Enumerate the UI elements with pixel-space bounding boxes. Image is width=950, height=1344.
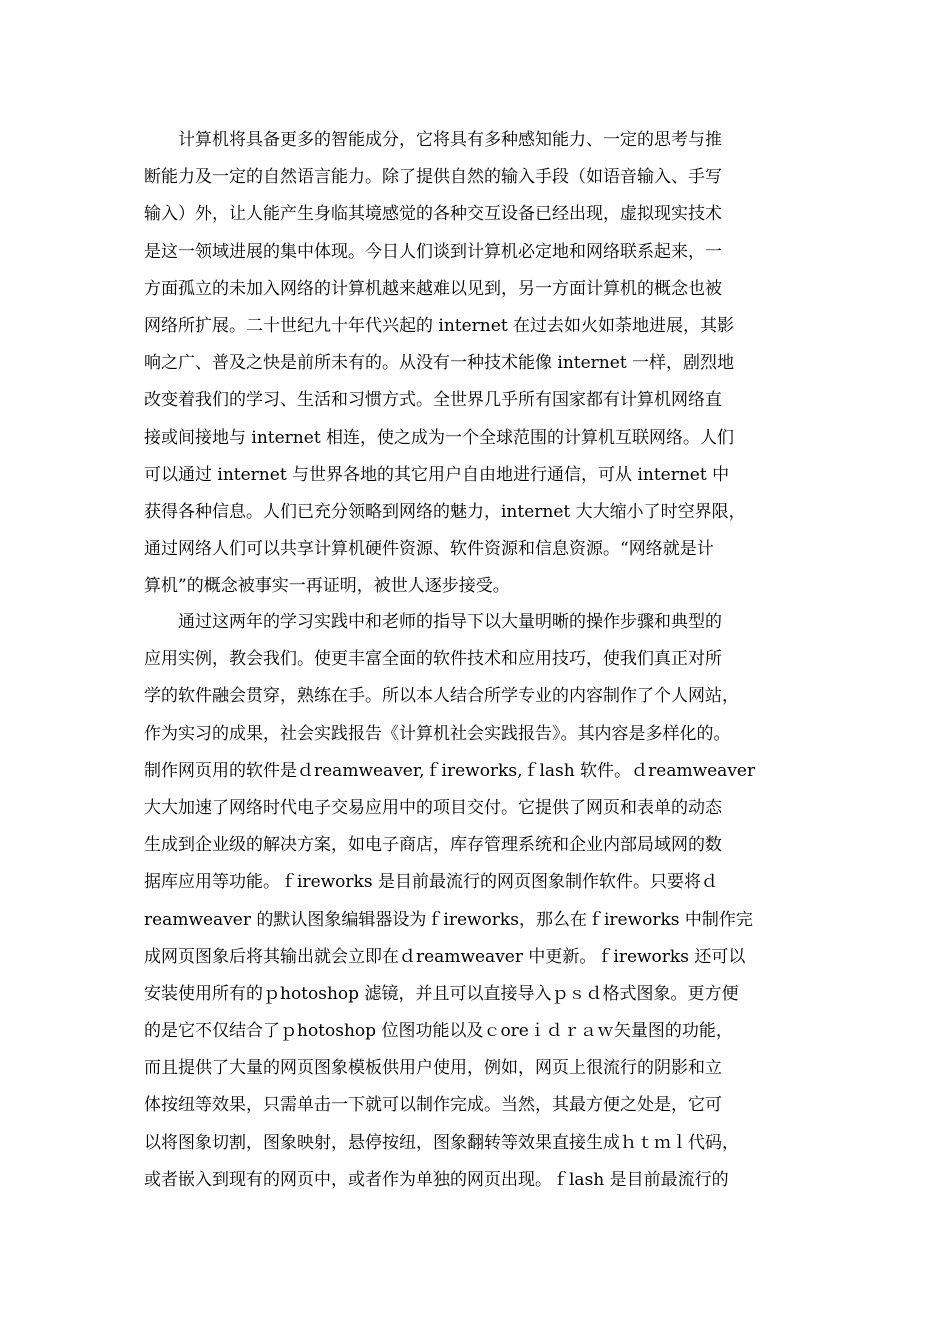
text-line: 而且提供了大量的网页图象模板供用户使用，例如，网页上很流行的阴影和立 <box>144 1058 722 1079</box>
text-line: 方面孤立的未加入网络的计算机越来越难以见到，另一方面计算机的概念也被 <box>144 278 722 299</box>
text-line: reamweaver 的默认图象编辑器设为ｆireworks，那么在ｆireworks 中制作完 <box>144 909 753 930</box>
text-line: 或者嵌入到现有的网页中，或者作为单独的网页出现。ｆlash 是目前最流行的 <box>144 1169 729 1190</box>
text-line: 接或间接地与 internet 相连，使之成为一个全球范围的计算机互联网络。人们 <box>144 427 735 448</box>
text-line: 是这一领域进展的集中体现。今日人们谈到计算机必定地和网络联系起来，一 <box>144 241 722 262</box>
text-line: 可以通过 internet 与世界各地的其它用户自由地进行通信，可从 internet 中 <box>144 464 730 485</box>
text-line: 改变着我们的学习、生活和习惯方式。全世界几乎所有国家都有计算机网络直 <box>144 390 722 411</box>
text-line: 响之广、普及之快是前所未有的。从没有一种技术能像 internet 一样，剧烈地 <box>144 353 735 374</box>
text-line: 以将图象切割，图象映射，悬停按纽，图象翻转等效果直接生成ｈｔｍｌ代码， <box>144 1132 739 1153</box>
text-line: 通过网络人们可以共享计算机硬件资源、软件资源和信息资源。“网络就是计 <box>144 539 714 560</box>
text-line: 获得各种信息。人们已充分领略到网络的魅力，internet 大大缩小了时空界限， <box>144 501 746 522</box>
text-line: 应用实例，教会我们。使更丰富全面的软件技术和应用技巧，使我们真正对所 <box>144 649 722 670</box>
text-line: 大大加速了网络时代电子交易应用中的项目交付。它提供了网页和表单的动态 <box>144 797 722 818</box>
text-line: 输入）外，让人能产生身临其境感觉的各种交互设备已经出现，虚拟现实技术 <box>144 204 722 225</box>
text-line: 学的软件融会贯穿，熟练在手。所以本人结合所学专业的内容制作了个人网站， <box>144 686 739 707</box>
text-line: 网络所扩展。二十世纪九十年代兴起的 internet 在过去如火如荼地进展，其影 <box>144 315 735 336</box>
text-line: 成网页图象后将其输出就会立即在ｄreamweaver 中更新。ｆireworks 还可以 <box>144 946 746 967</box>
text-line: 制作网页用的软件是ｄreamweaver,ｆireworks,ｆlash 软件。ｄreamweaver <box>144 760 756 781</box>
paragraph-computer-intelligence <box>144 122 810 605</box>
text-line: 作为实习的成果，社会实践报告《计算机社会实践报告》。其内容是多样化的。 <box>144 723 731 744</box>
text-line: 安装使用所有的ｐhotoshop 滤镜，并且可以直接导入ｐｓｄ格式图象。更方便 <box>144 983 739 1004</box>
text-line: 体按纽等效果，只需单击一下就可以制作完成。当然，其最方便之处是，它可 <box>144 1095 722 1116</box>
text-line: 生成到企业级的解决方案，如电子商店，库存管理系统和企业内部局域网的数 <box>144 835 722 856</box>
text-line: 据库应用等功能。ｆireworks 是目前最流行的网页图象制作软件。只要将ｄ <box>144 872 718 893</box>
text-line: 算机”的概念被事实一再证明，被世人逐步接受。 <box>144 576 510 597</box>
text-line: 计算机将具备更多的智能成分，它将具有多种感知能力、一定的思考与推 <box>144 130 722 150</box>
text-line: 断能力及一定的自然语言能力。除了提供自然的输入手段（如语音输入、手写 <box>144 167 722 188</box>
text-line: 的是它不仅结合了ｐhotoshop 位图功能以及ｃoreｉｄｒａｗ矢量图的功能， <box>144 1021 733 1042</box>
text-line: 通过这两年的学习实践中和老师的指导下以大量明晰的操作步骤和典型的 <box>144 612 722 632</box>
paragraph-practice-report <box>144 604 810 1199</box>
